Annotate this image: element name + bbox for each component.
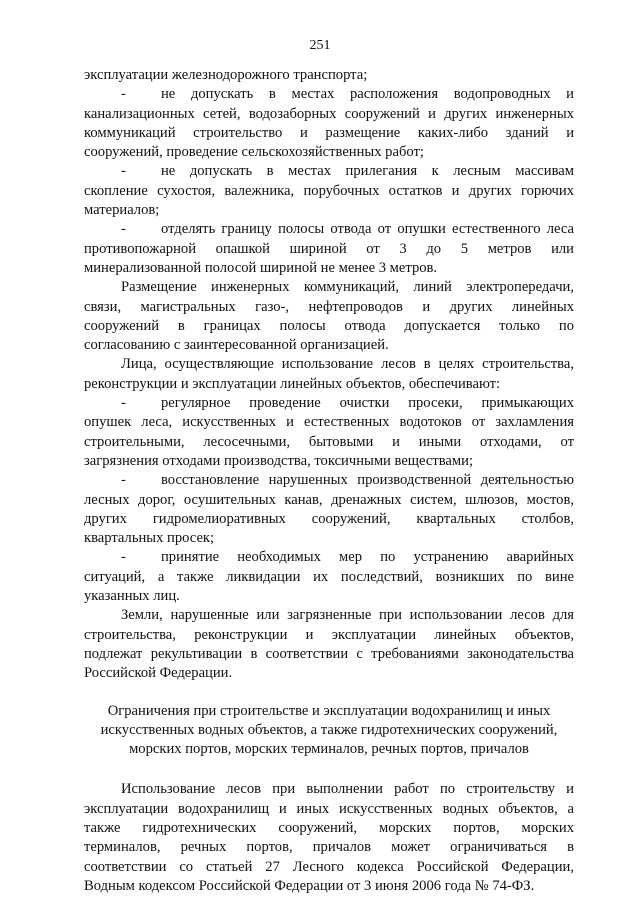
spacer [84,759,574,780]
text-fragment: регулярное проведение очистки просеки, примыкающих [161,395,574,412]
paragraph-first-line: Размещение инженерных коммуникаций, линий электропередачи, [121,279,574,296]
text-line: сооружений в границах полосы отвода допускается только по [84,317,574,334]
heading-line: морских портов, морских терминалов, речных портов, причалов [129,741,529,758]
spacer [84,684,574,702]
page-number: 251 [309,38,331,53]
text-line: согласованию с заинтересованной организацией. [84,337,389,354]
text-line: строительства, реконструкции и эксплуатации линейных объектов, [84,626,574,643]
list-item-line [84,471,574,490]
dash-bullet: - [121,163,126,180]
text-line: материалов; [84,202,160,219]
text-line: опушек леса, искусственных и естественных водотоков от захламления [84,414,574,431]
list-item-line [84,220,574,239]
dash-bullet: - [121,221,126,238]
text-line: соответствии со статьей 27 Лесного кодекса Российской Федерации, [84,858,574,875]
text-line: эксплуатации железнодорожного транспорта; [84,67,368,83]
text-line: других гидромелиоративных сооружений, квартальных столбов, [84,510,574,527]
list-item-line [84,85,574,104]
text-line: Российской Федерации. [84,665,233,682]
text-fragment: восстановление нарушенных производственной деятельностью [161,472,574,489]
text-line: канализационных сетей, водозаборных сооружений и других инженерных [84,105,574,122]
paragraph-first-line: Лица, осуществляющие использование лесов в целях строительства, [121,356,574,373]
list-item-line [84,548,574,567]
section-water-objects [84,780,574,896]
heading-line: искусственных водных объектов, а также гидротехнических сооружений, [100,721,558,738]
text-line: коммуникаций строительство и размещение каких-либо зданий и [84,124,574,141]
dash-bullet: - [121,395,126,412]
text-line: минерализованной полосой шириной не менее 3 метров. [84,259,438,276]
heading-line: Ограничения при строительстве и эксплуатации водохранилищ и иных [107,702,551,719]
list-item-line [84,394,574,413]
dash-bullet: - [121,86,126,103]
paragraph-first-line: Использование лесов при выполнении работ по строительству и [121,781,574,798]
dash-bullet: - [121,549,126,566]
text-fragment: не допускать в местах прилегания к лесным массивам [161,163,574,180]
document-body [84,66,574,896]
text-line: также гидротехнических сооружений, морских портов, морских [84,819,574,836]
text-line: Водным кодексом Российской Федерации от 3 июня 2006 года № 74-ФЗ. [84,877,535,894]
text-line: строительными, лесосечными, бытовыми и иными отходами, от [84,433,574,450]
text-line: реконструкции и эксплуатации линейных объектов, обеспечивают: [84,375,501,392]
text-line: указанных лиц. [84,588,180,605]
text-line: противопожарной опашкой шириной от 3 до 5 метров или [84,240,574,257]
list-item-line [84,162,574,181]
text-fragment: не допускать в местах расположения водопроводных и [161,86,574,103]
text-line: ситуаций, а также ликвидации их последствий, возникших по вине [84,568,574,585]
text-fragment: отделять границу полосы отвода от опушки естественного леса [161,221,574,238]
text-line: сооружений, проведение сельскохозяйственных работ; [84,144,424,161]
paragraph-first-line: Земли, нарушенные или загрязненные при использовании лесов для [121,607,574,624]
text-line: скопление сухостоя, валежника, порубочных остатков и других горючих [84,182,574,199]
text-line: лесных дорог, осушительных канав, дренажных систем, шлюзов, мостов, [84,491,574,508]
text-line: подлежат рекультивации в соответствии с требованиями законодательства [84,645,574,662]
text-line: квартальных просек; [84,530,215,547]
text-fragment: принятие необходимых мер по устранению аварийных [161,549,574,566]
text-line: загрязнения отходами производства, токсичными веществами; [84,452,473,469]
text-line: терминалов, речных портов, причалов может ограничиваться в [84,839,574,856]
section-linear-objects [84,66,574,684]
text-line: связи, магистральных газо-, нефтепроводов и других линейных [84,298,574,315]
dash-bullet: - [121,472,126,489]
text-line: эксплуатации водохранилищ и иных искусственных водных объектов, а [84,800,574,817]
section-heading [84,702,574,760]
